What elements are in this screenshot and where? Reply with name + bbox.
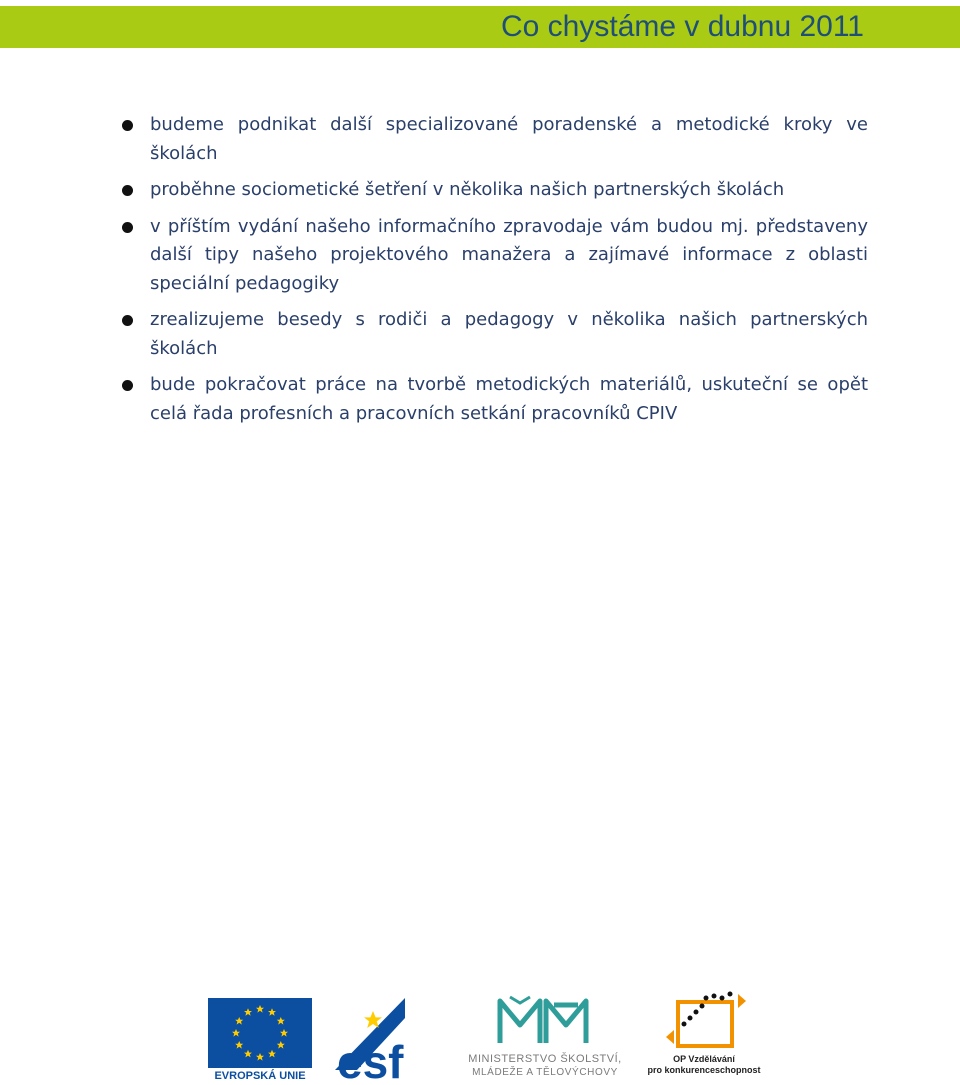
msmt-caption-line1: MINISTERSTVO ŠKOLSTVÍ,: [468, 1053, 622, 1065]
eu-caption: EVROPSKÁ UNIE: [214, 1070, 306, 1082]
bullet-list: [120, 111, 868, 436]
list-item: [120, 111, 868, 168]
esf-text: esf: [337, 1036, 404, 1080]
eu-flag-icon: [208, 998, 312, 1068]
eu-logo: [208, 998, 312, 1082]
list-item-text: proběhne sociometické šetření v několika našich partnerských školách: [150, 179, 785, 200]
opvk-caption-line2: pro konkurenceschopnost: [647, 1065, 761, 1075]
list-item-text: zrealizujeme besedy s rodiči a pedagogy v několika našich partnerských školách: [150, 309, 868, 359]
list-item: [120, 176, 868, 205]
esf-logo: [335, 998, 435, 1080]
msmt-logo: [450, 993, 640, 1083]
msmt-caption-line2: MLÁDEŽE A TĚLOVÝCHOVY: [472, 1067, 618, 1078]
list-item-text: v příštím vydání našeho informačního zpravodaje vám budou mj. představeny další tipy našeho projektového manažera a zajímavé informace z oblasti speciální pedagogiky: [150, 215, 868, 294]
list-item-text: bude pokračovat práce na tvorbě metodických materiálů, uskuteční se opět celá řada profesních a pracovních setkání pracovníků CPIV: [150, 374, 868, 424]
list-item: [120, 371, 868, 428]
bullet-dot-icon: [122, 222, 133, 233]
bullet-dot-icon: [122, 380, 133, 391]
bullet-dot-icon: [122, 185, 133, 196]
list-item: [120, 306, 868, 363]
opvk-mark-icon: [644, 990, 764, 1052]
list-item: [120, 213, 868, 299]
list-item-text: budeme podnikat další specializované poradenské a metodické kroky ve školách: [150, 114, 868, 164]
opvk-caption-line1: OP Vzdělávání: [673, 1054, 735, 1064]
footer-logos: [0, 990, 960, 1085]
bullet-dot-icon: [122, 315, 133, 326]
page-title: Co chystáme v dubnu 2011: [500, 10, 864, 43]
opvk-logo: [644, 990, 764, 1080]
bullet-dot-icon: [122, 120, 133, 131]
msmt-mark-icon: [450, 993, 640, 1051]
